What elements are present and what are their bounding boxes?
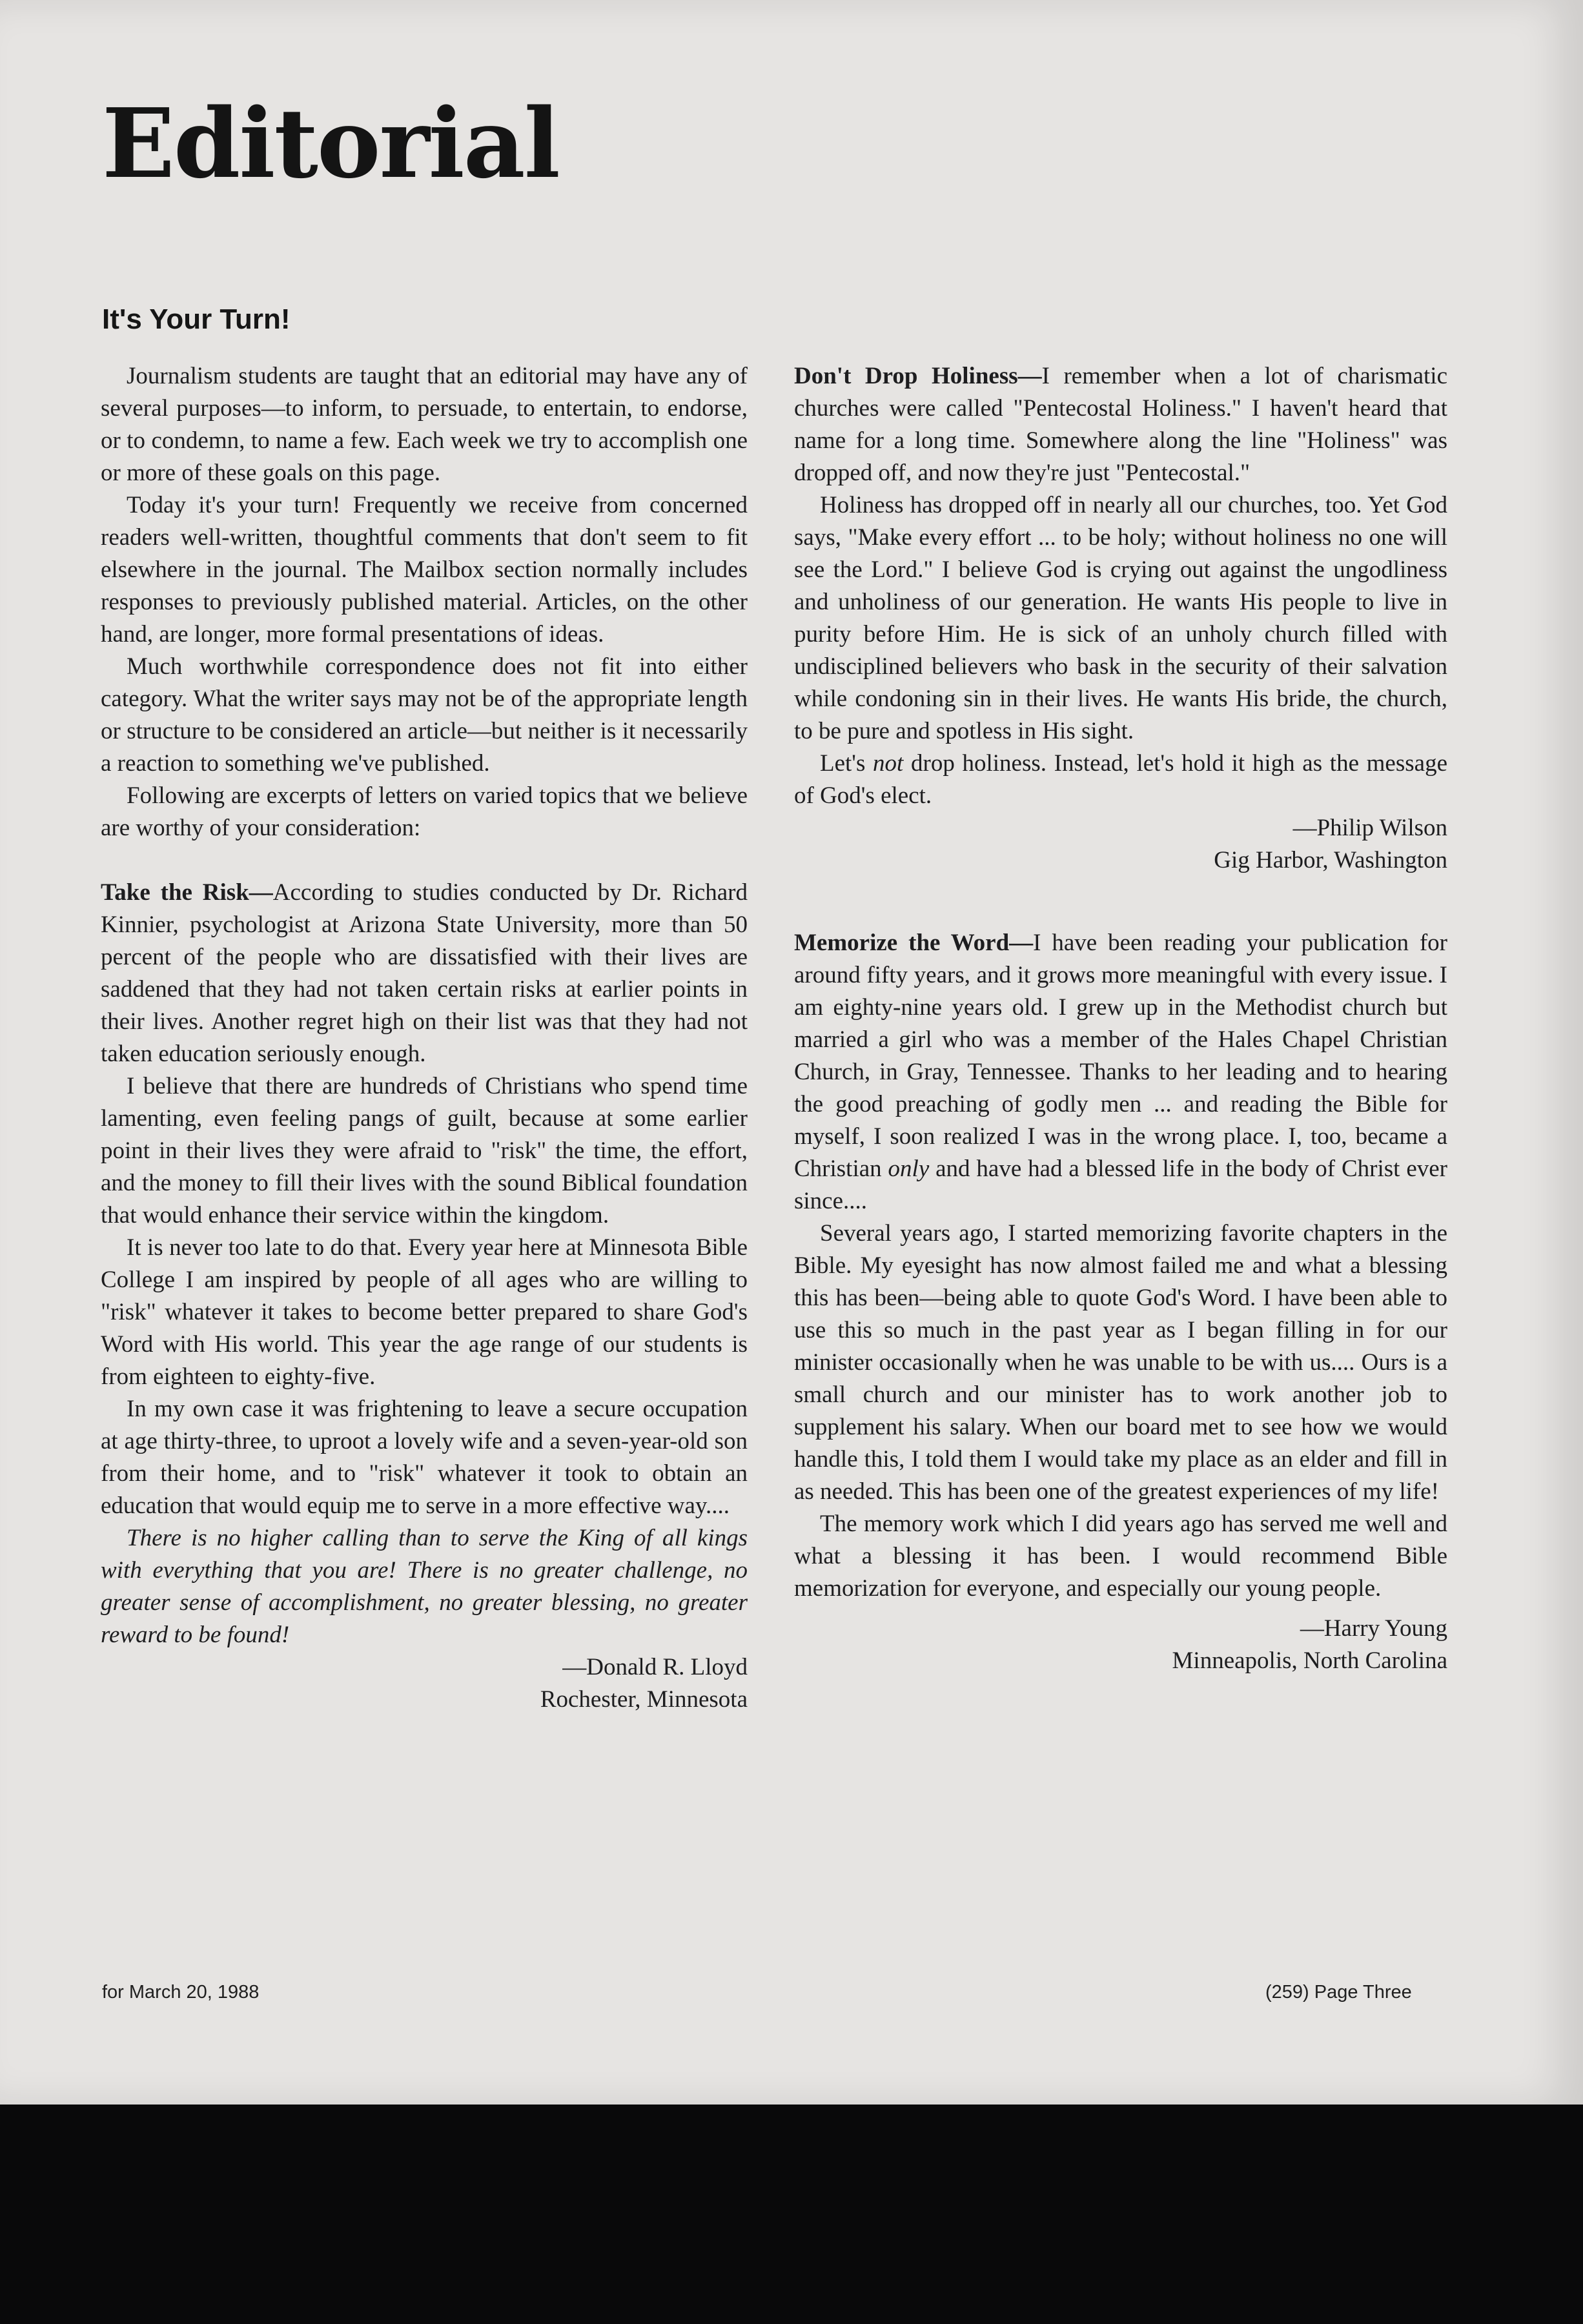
letter-memorize-the-word-opening	[794, 927, 1447, 1218]
letter-text: According to studies conducted by Dr. Richard Kinnier, psychologist at Arizona State University, more than 50 percent of the people who are dissatisfied with their lives are saddened that they had not taken certain risks at earlier points in their lives. Another regret high on their list was that they had not taken education seriously enough.	[101, 879, 748, 1067]
letter-dont-drop-holiness-opening	[794, 360, 1447, 489]
letter-paragraph: I believe that there are hundreds of Christians who spend time lamenting, even feeling pangs of guilt, because at some earlier point in their lives they were afraid to "risk" the time, the effort, and the money to fill their lives with the sound Biblical foundation that would enhance their service within the kingdom.	[101, 1073, 748, 1228]
letter-paragraph: It is never too late to do that. Every year here at Minnesota Bible College I am inspired by people of all ages who are willing to "risk" whatever it takes to become better prepared to share God's Word with His world. This year the age range of our students is from eighteen to eighty-five.	[101, 1234, 748, 1390]
letter-text: and have had a blessed life in the body of Christ ever since....	[794, 1156, 1448, 1214]
letter-closing-italic: There is no higher calling than to serve the King of all kings with everything that you are! There is no greater challenge, no greater sense of accomplishment, no greater blessing, no greater reward to be found!	[101, 1525, 748, 1648]
letter-heading: Memorize the Word—	[794, 930, 1034, 956]
letter-text: Let's	[820, 750, 873, 777]
section-spacer	[101, 844, 748, 877]
letter-author: —Donald R. Lloyd	[562, 1654, 748, 1680]
letter-paragraph	[794, 748, 1447, 812]
letter-paragraph: The memory work which I did years ago has served me well and what a blessing it has been. I would recommend Bible memorization for everyone, and especially our young people.	[794, 1511, 1447, 1602]
intro-paragraph: Following are excerpts of letters on varied topics that we believe are worthy of your consideration:	[101, 782, 748, 841]
footer-date: for March 20, 1988	[102, 1982, 260, 2003]
letter-heading: Take the Risk—	[101, 879, 273, 906]
letter-author: —Harry Young	[1300, 1615, 1447, 1642]
letter-author: —Philip Wilson	[1292, 815, 1447, 841]
letter-paragraph: Several years ago, I started memorizing favorite chapters in the Bible. My eyesight has now almost failed me and what a blessing this has been—being able to quote God's Word. I have been able to use this so much in the past year as I began filling in for our minister occasionally when he was unable to be with us.... Ours is a small church and our minister has to work another job to supplement his salary. When our board met to see how we would handle this, I told them I would take my place as an elder and fill in as needed. This has been one of the greatest experiences of my life!	[794, 1220, 1447, 1505]
letter-location: Gig Harbor, Washington	[1214, 847, 1447, 873]
letter-emphasis: only	[888, 1156, 930, 1182]
letter-text: I remember when a lot of charismatic churches were called "Pentecostal Holiness." I haven't heard that name for a long time. Somewhere along the line "Holiness" was dropped off, and now they're just "Pentecostal."	[794, 363, 1447, 486]
letter-paragraph: Holiness has dropped off in nearly all our churches, too. Yet God says, "Make every effort ... to be holy; without holiness no one will see the Lord." I believe God is crying out against the ungodliness and unholiness of our generation. He wants His people to live in purity before Him. He is sick of an unholy church filled with undisciplined believers who bask in the security of their salvation while condoning sin in their lives. He wants His bride, the church, to be pure and spotless in His sight.	[794, 492, 1447, 744]
intro-paragraph: Much worthwhile correspondence does not fit into either category. What the writer says may not be of the appropriate length or structure to be considered an article—but neither is it necessarily a reaction to something we've published.	[101, 653, 748, 777]
letter-take-the-risk-opening	[101, 877, 748, 1070]
editorial-headline: It's Your Turn!	[102, 303, 291, 335]
letter-text: drop holiness. Instead, let's hold it high as the message of God's elect.	[794, 750, 1447, 809]
letter-location: Minneapolis, North Carolina	[1172, 1647, 1447, 1674]
letter-heading: Don't Drop Holiness—	[794, 363, 1042, 389]
intro-paragraph: Today it's your turn! Frequently we receive from concerned readers well-written, thoughtful comments that don't seem to fit elsewhere in the journal. The Mailbox section normally includes responses to previously published material. Articles, on the other hand, are longer, more formal presentations of ideas.	[101, 492, 748, 647]
intro-paragraph: Journalism students are taught that an editorial may have any of several purposes—to inform, to persuade, to entertain, to endorse, or to condemn, to name a few. Each week we try to accomplish one or more of these goals on this page.	[101, 363, 748, 486]
letter-emphasis: not	[873, 750, 904, 777]
page-title: Editorial	[102, 87, 559, 199]
right-column	[794, 360, 1447, 1677]
section-spacer	[794, 877, 1447, 927]
footer-page-number: (259) Page Three	[1265, 1982, 1412, 2003]
left-column	[101, 360, 748, 1716]
scan-background	[0, 2105, 1583, 2324]
letter-text: I have been reading your publication for around fifty years, and it grows more meaningful with every issue. I am eighty-nine years old. I grew up in the Methodist church but married a girl who was a member of the Hales Chapel Christian Church, in Gray, Tennessee. Thanks to her leading and to hearing the good preaching of godly men ... and reading the Bible for myself, I soon realized I was in the wrong place. I, too, became a Christian	[794, 930, 1448, 1182]
letter-paragraph: In my own case it was frightening to leave a secure occupation at age thirty-three, to uproot a lovely wife and a seven-year-old son from their home, and to "risk" whatever it took to obtain an education that would equip me to serve in a more effective way....	[101, 1396, 748, 1519]
letter-location: Rochester, Minnesota	[540, 1686, 748, 1713]
